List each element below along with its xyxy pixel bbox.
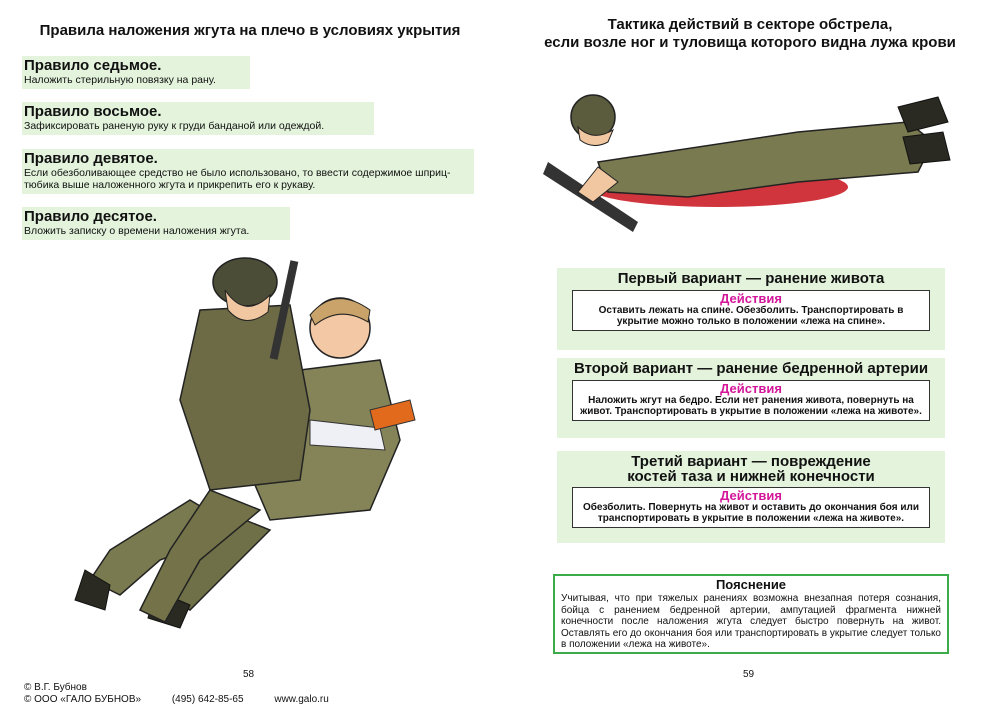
rule-heading: Правило восьмое. [24,103,162,120]
title-line-1: Тактика действий в секторе обстрела, [607,16,893,33]
tourniquet-illustration [70,250,430,635]
actions-box [572,290,930,331]
actions-text: Оставить лежать на спине. Обезболить. Транспортировать в укрытие можно только в положении «лежа на спине». [598,305,904,327]
actions-label: Действия [720,291,782,306]
company-copyright: © ООО «ГАЛО БУБНОВ» [24,694,142,705]
explanation-note [553,574,949,654]
actions-label: Действия [720,381,782,396]
copyright-footer [24,682,329,706]
variant-third [557,451,945,543]
variant-heading: Первый вариант — ранение живота [617,270,885,287]
left-page-title: Правила наложения жгута на плечо в условиях укрытия [39,22,461,39]
phone-number: (495) 642-85-65 [171,694,244,705]
page-number: 59 [743,669,755,680]
rule-text: Зафиксировать раненую руку к груди банданой или одеждой. [24,120,325,132]
page-number: 58 [243,669,255,680]
author-copyright: © В.Г. Бубнов [24,682,87,693]
variant-second [557,358,945,438]
variant-heading: Второй вариант — ранение бедренной артерии [573,360,929,377]
right-page-title [520,16,980,52]
company-line [24,694,329,706]
rule-ninth [22,149,474,194]
note-text: Учитывая, что при тяжелых ранениях возможна внезапная потеря сознания, бойца с ранением бедренной артерии, ампутацией фрагмента нижней конечности после наложения жгута следует быстро повернуть на живот. Оставлять его до окончания боя или транспортировать в укрытие следует только в положении «лежа на животе». [561,593,941,650]
variant-heading: Третий вариант — повреждение костей таза и нижней конечности [627,453,875,485]
wounded-soldier-illustration [538,82,968,242]
rule-text: Вложить записку о времени наложения жгута. [24,225,250,237]
rule-text: Если обезболивающее средство не было использовано, то ввести содержимое шприц-тюбика выше наложенного жгута и прикрепить его к рукаву. [24,167,451,191]
actions-box [572,487,930,528]
actions-text: Обезболить. Повернуть на живот и оставить до окончания боя или транспортировать в укрытие в положении «лежа на животе». [582,502,920,524]
variant-first [557,268,945,350]
rule-text: Наложить стерильную повязку на рану. [24,74,216,86]
rule-heading: Правило десятое. [24,208,157,225]
actions-text: Наложить жгут на бедро. Если нет ранения живота, повернуть на живот. Транспортировать в укрытие в положении «лежа на животе». [580,395,922,417]
rule-eighth [22,102,374,135]
rule-heading: Правило девятое. [24,150,158,167]
title-line-2: если возле ног и туловища которого видна лужа крови [544,34,956,51]
right-page [500,0,1000,706]
rule-seventh [22,56,250,89]
actions-label: Действия [720,488,782,503]
note-heading: Пояснение [715,577,787,592]
rule-heading: Правило седьмое. [24,57,162,74]
website-link[interactable]: www.galo.ru [274,694,329,705]
actions-box [572,380,930,421]
rule-tenth [22,207,290,240]
